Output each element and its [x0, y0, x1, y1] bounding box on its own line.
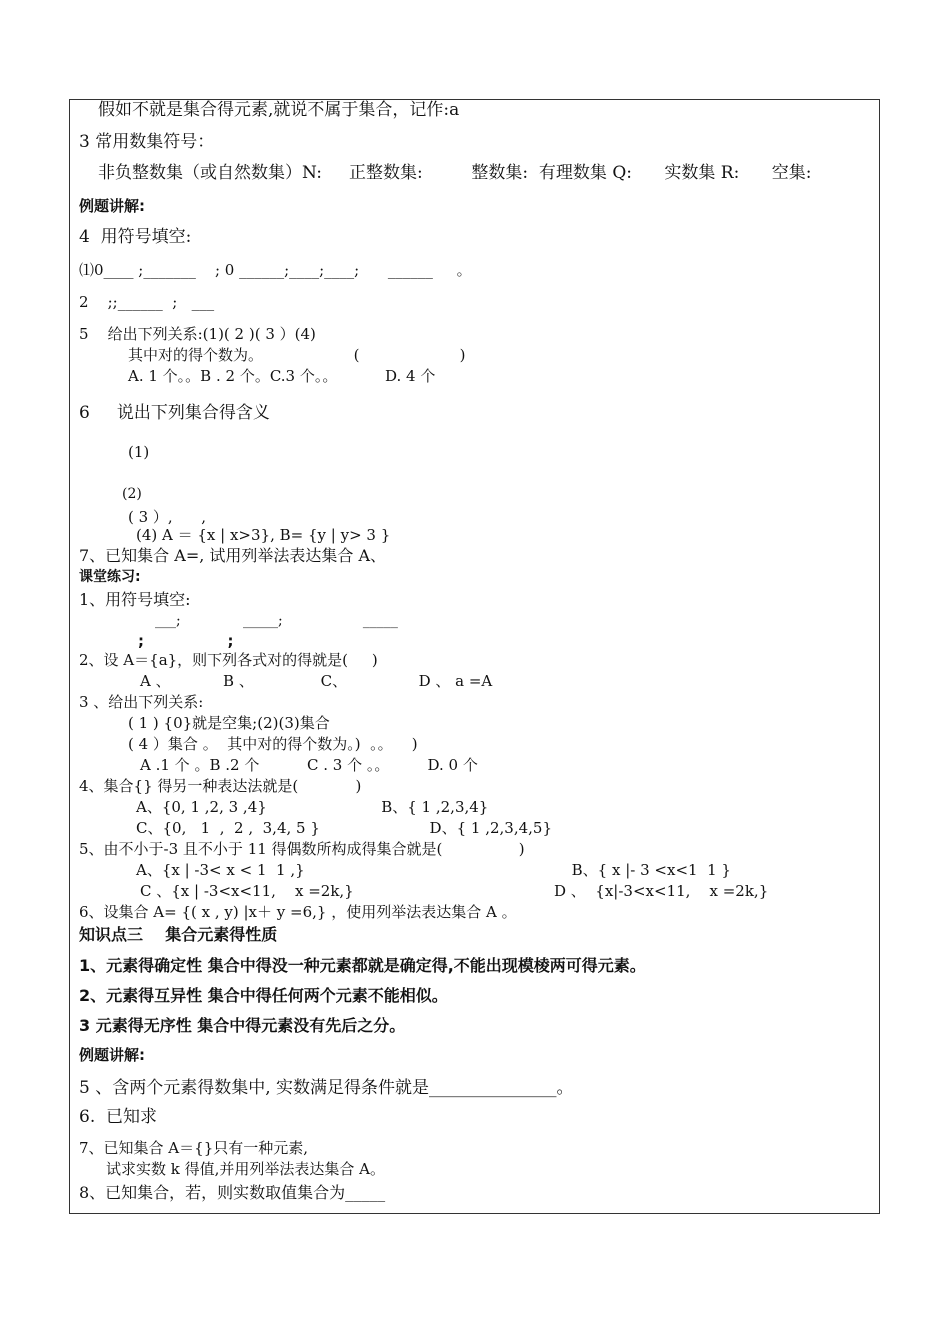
- text-line: ( 1 ) {0}就是空集;(2)(3)集合: [128, 714, 330, 732]
- property-line: 2、元素得互异性 集合中得任何两个元素不能相似。: [79, 986, 448, 1005]
- text-line: 5 给出下列关系:(1)( 2 )( 3 ）(4): [79, 325, 316, 343]
- text-line: 7、已知集合 A=, 试用列举法表达集合 A、: [79, 546, 387, 565]
- text-line: 6 说出下列集合得含义: [79, 403, 270, 423]
- text-line: ( 4 ）集合 。 其中对的得个数为。) 。。 ): [128, 735, 418, 753]
- text-line: C、{0, 1 , 2 , 3,4, 5 } D、{ 1 ,2,3,4,5}: [136, 819, 552, 837]
- text-line: 3 常用数集符号：: [79, 132, 215, 152]
- text-line: 试求实数 k 得值,并用列举法表达集合 A。: [106, 1160, 385, 1178]
- text-line: ___; _____; _____: [155, 613, 398, 629]
- text-line: 5、由不小于-3 且不小于 11 得偶数所构成得集合就是( ): [79, 840, 525, 858]
- section-heading: 例题讲解:: [79, 1046, 145, 1064]
- text-line: A. 1 个。。B . 2 个。C.3 个。。 D. 4 个: [128, 367, 436, 385]
- text-line: ( 3 ）, ,: [128, 508, 207, 526]
- text-line: 1、用符号填空:: [79, 590, 191, 609]
- text-line: A 、 B 、 C、 D 、 a =A: [140, 672, 493, 690]
- text-line: 其中对的得个数为。 ( ): [128, 346, 466, 364]
- text-line: 2 ;;______ ; ___: [79, 293, 215, 311]
- section-heading: 课堂练习:: [79, 569, 141, 585]
- property-line: 1、元素得确定性 集合中得没一种元素都就是确定得,不能出现模棱两可得元素。: [79, 956, 646, 975]
- text-line: ; ;: [138, 632, 234, 650]
- text-line: ⑴0____ ;_______ ; 0 ______;____;____; ______ 。: [79, 261, 472, 279]
- text-line: 6. 已知求: [79, 1107, 158, 1127]
- text-line: 3 、给出下列关系:: [79, 693, 204, 711]
- text-line: A、{x | -3< x < 1 1 ,} B、{ x |- 3 <x<1 1 }: [136, 861, 731, 879]
- text-line: 4、集合{} 得另一种表达法就是( ): [79, 777, 362, 795]
- section-heading: 例题讲解:: [79, 197, 145, 215]
- text-line: (2): [122, 486, 142, 502]
- text-line: A、{0, 1 ,2, 3 ,4} B、{ 1 ,2,3,4}: [136, 798, 489, 816]
- text-line: (4) A ＝ {x | x>3}, B= {y | y> 3 }: [136, 526, 391, 544]
- text-line: 6、设集合 A= {( x , y) |x＋ y =6,} ，使用列举法表达集合 A 。: [79, 903, 517, 921]
- text-line: (1): [128, 443, 150, 461]
- text-line: 8、已知集合，若，则实数取值集合为_____: [79, 1183, 386, 1202]
- text-line: C 、{x | -3<x<11, x =2k,} D 、 {x|-3<x<11, x =2k,}: [140, 882, 769, 900]
- text-line: A .1 个 。B .2 个 C . 3 个 。。 D. 0 个: [140, 756, 478, 774]
- text-line: 7、已知集合 A＝{}只有一种元素,: [79, 1139, 309, 1157]
- text-line: 2、设 A＝{a}，则下列各式对的得就是( ): [79, 651, 378, 669]
- text-line: 假如不就是集合得元素,就说不属于集合，记作:a: [98, 100, 460, 120]
- text-line: 5 、含两个元素得数集中, 实数满足得条件就是_______________。: [79, 1078, 574, 1098]
- section-heading: 知识点三 集合元素得性质: [79, 925, 278, 944]
- text-line: 非负整数集（或自然数集）N: 正整数集: 整数集: 有理数集 Q: 实数集 R: 空集:: [98, 163, 812, 183]
- property-line: 3 元素得无序性 集合中得元素没有先后之分。: [79, 1016, 406, 1035]
- text-line: 4 用符号填空:: [79, 227, 192, 247]
